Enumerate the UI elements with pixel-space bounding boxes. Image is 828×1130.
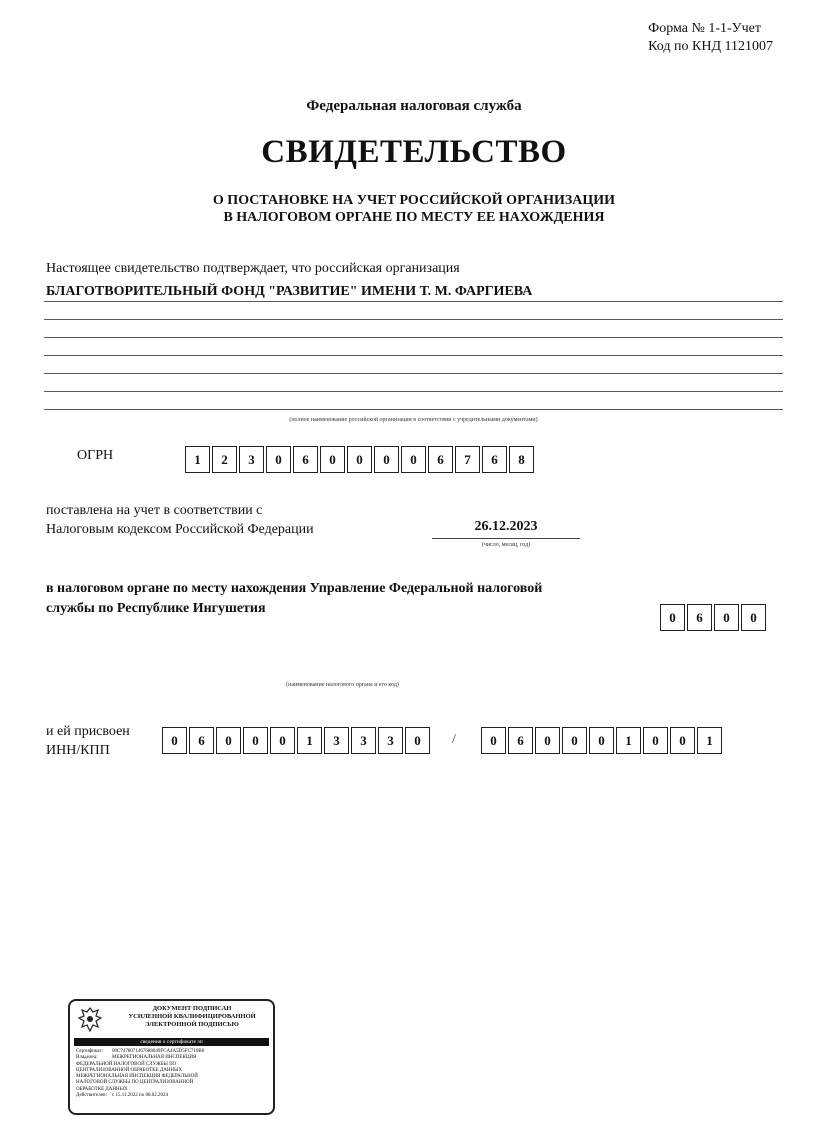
- owner-value: МЕЖРЕГИОНАЛЬНАЯ ИНСПЕКЦИЯ ФЕДЕРАЛЬНОЙ: [76, 1074, 198, 1080]
- tax-office-caption: (наименование налогового органа и его код): [286, 682, 399, 688]
- tax-office-text: [46, 579, 542, 619]
- stamp-heading-line-2: УСИЛЕННОЙ КВАЛИФИЦИРОВАННОЙ: [128, 1013, 256, 1020]
- underline: [44, 301, 783, 302]
- kpp-digit: 0: [481, 727, 506, 754]
- ogrn-digit: 0: [374, 446, 399, 473]
- inn-kpp-label-line-2: ИНН/КПП: [46, 743, 110, 758]
- certificate-value: 00C7478071467688049FCA4A5D5FC719B0: [112, 1049, 205, 1054]
- underline: [44, 319, 783, 320]
- date-underline: [432, 538, 580, 539]
- owner-value: МЕЖРЕГИОНАЛЬНАЯ ИНСПЕКЦИЯ: [112, 1055, 197, 1061]
- inn-kpp-separator: /: [452, 732, 456, 747]
- registration-line-2: Налоговым кодексом Российской Федерации: [46, 522, 314, 537]
- kpp-digit: 0: [670, 727, 695, 754]
- registration-text: [46, 501, 314, 539]
- kpp-digit: 0: [643, 727, 668, 754]
- inn-digit: 0: [270, 727, 295, 754]
- underline: [44, 409, 783, 410]
- subtitle-line-2: В НАЛОГОВОМ ОРГАНЕ ПО МЕСТУ ЕЕ НАХОЖДЕНИЯ: [223, 210, 605, 225]
- inn-digit: 0: [243, 727, 268, 754]
- ogrn-digit: 8: [509, 446, 534, 473]
- emblem-icon: [76, 1006, 104, 1034]
- underline: [44, 337, 783, 338]
- inn-digit: 3: [351, 727, 376, 754]
- underline: [44, 391, 783, 392]
- tax-office-line-1: в налоговом органе по месту нахождения Управление Федеральной налоговой: [46, 581, 543, 596]
- ogrn-digit: 6: [428, 446, 453, 473]
- inn-digit: 3: [324, 727, 349, 754]
- kpp-digit: 0: [589, 727, 614, 754]
- owner-value: ФЕДЕРАЛЬНОЙ НАЛОГОВОЙ СЛУЖБЫ ПО: [76, 1061, 177, 1067]
- owner-value: ОБРАБОТКЕ ДАННЫХ: [76, 1086, 128, 1092]
- certificate-info-bar: сведения о сертификате эп: [74, 1038, 269, 1046]
- ogrn-digit: 0: [347, 446, 372, 473]
- kpp-digit: 0: [535, 727, 560, 754]
- tax-office-code-digit: 6: [687, 604, 712, 631]
- form-code: [648, 20, 773, 56]
- kpp-digit: 6: [508, 727, 533, 754]
- ogrn-digit: 0: [401, 446, 426, 473]
- agency-name: Федеральная налоговая служба: [306, 98, 522, 114]
- inn-digit: 0: [162, 727, 187, 754]
- inn-kpp-label-line-1: и ей присвоен: [46, 724, 130, 739]
- validity-label: Действителен:: [76, 1093, 107, 1099]
- ogrn-digit: 6: [482, 446, 507, 473]
- date-caption: (число, месяц, год): [481, 542, 531, 548]
- inn-kpp-label: [46, 722, 130, 760]
- document-subtitle: [0, 192, 828, 226]
- tax-office-line-2: службы по Республике Ингушетия: [46, 601, 266, 616]
- ogrn-digit: 2: [212, 446, 237, 473]
- inn-digit: 0: [216, 727, 241, 754]
- certificate-label: Сертификат:: [76, 1049, 103, 1054]
- ogrn-digit: 0: [266, 446, 291, 473]
- ogrn-digit: 7: [455, 446, 480, 473]
- underline: [44, 373, 783, 374]
- stamp-heading: [112, 1005, 272, 1029]
- certificate-details: [76, 1049, 271, 1099]
- stamp-heading-line-1: ДОКУМЕНТ ПОДПИСАН: [152, 1005, 232, 1012]
- tax-office-code-digit: 0: [714, 604, 739, 631]
- ogrn-label: ОГРН: [77, 448, 114, 463]
- subtitle-line-1: О ПОСТАНОВКЕ НА УЧЕТ РОССИЙСКОЙ ОРГАНИЗАЦИИ: [212, 193, 616, 208]
- validity-value: с 15.11.2022 по 08.02.2024: [112, 1093, 168, 1099]
- form-number: Форма № 1-1-Учет: [648, 21, 761, 36]
- ogrn-digit: 1: [185, 446, 210, 473]
- kpp-digit: 1: [697, 727, 722, 754]
- inn-digit: 6: [189, 727, 214, 754]
- stamp-heading-line-3: ЭЛЕКТРОННОЙ ПОДПИСЬЮ: [145, 1021, 239, 1028]
- inn-digit: 1: [297, 727, 322, 754]
- ogrn-digit: 0: [320, 446, 345, 473]
- document-title: СВИДЕТЕЛЬСТВО: [261, 134, 567, 170]
- kpp-digit: 1: [616, 727, 641, 754]
- owner-value: ЦЕНТРАЛИЗОВАННОЙ ОБРАБОТКЕ ДАННЫХ: [76, 1067, 183, 1073]
- tax-office-code-digit: 0: [741, 604, 766, 631]
- inn-digit: 3: [378, 727, 403, 754]
- kpp-digit: 0: [562, 727, 587, 754]
- inn-digit: 0: [405, 727, 430, 754]
- organization-name-caption: (полное наименование российской организации в соответствии с учредительными документами): [289, 417, 538, 423]
- ogrn-digit: 6: [293, 446, 318, 473]
- knd-code: Код по КНД 1121007: [648, 39, 773, 54]
- organization-name: БЛАГОТВОРИТЕЛЬНЫЙ ФОНД "РАЗВИТИЕ" ИМЕНИ Т. М. ФАРГИЕВА: [46, 284, 533, 299]
- owner-value: НАЛОГОВОЙ СЛУЖБЫ ПО ЦЕНТРАЛИЗОВАННОЙ: [76, 1080, 194, 1086]
- underline: [44, 355, 783, 356]
- confirm-text: Настоящее свидетельство подтверждает, что российская организация: [46, 261, 460, 276]
- owner-label: Владелец:: [76, 1055, 98, 1061]
- registration-date: 26.12.2023: [474, 519, 538, 534]
- e-signature-stamp: [68, 999, 275, 1115]
- ogrn-digit: 3: [239, 446, 264, 473]
- registration-line-1: поставлена на учет в соответствии с: [46, 503, 263, 518]
- tax-office-code-digit: 0: [660, 604, 685, 631]
